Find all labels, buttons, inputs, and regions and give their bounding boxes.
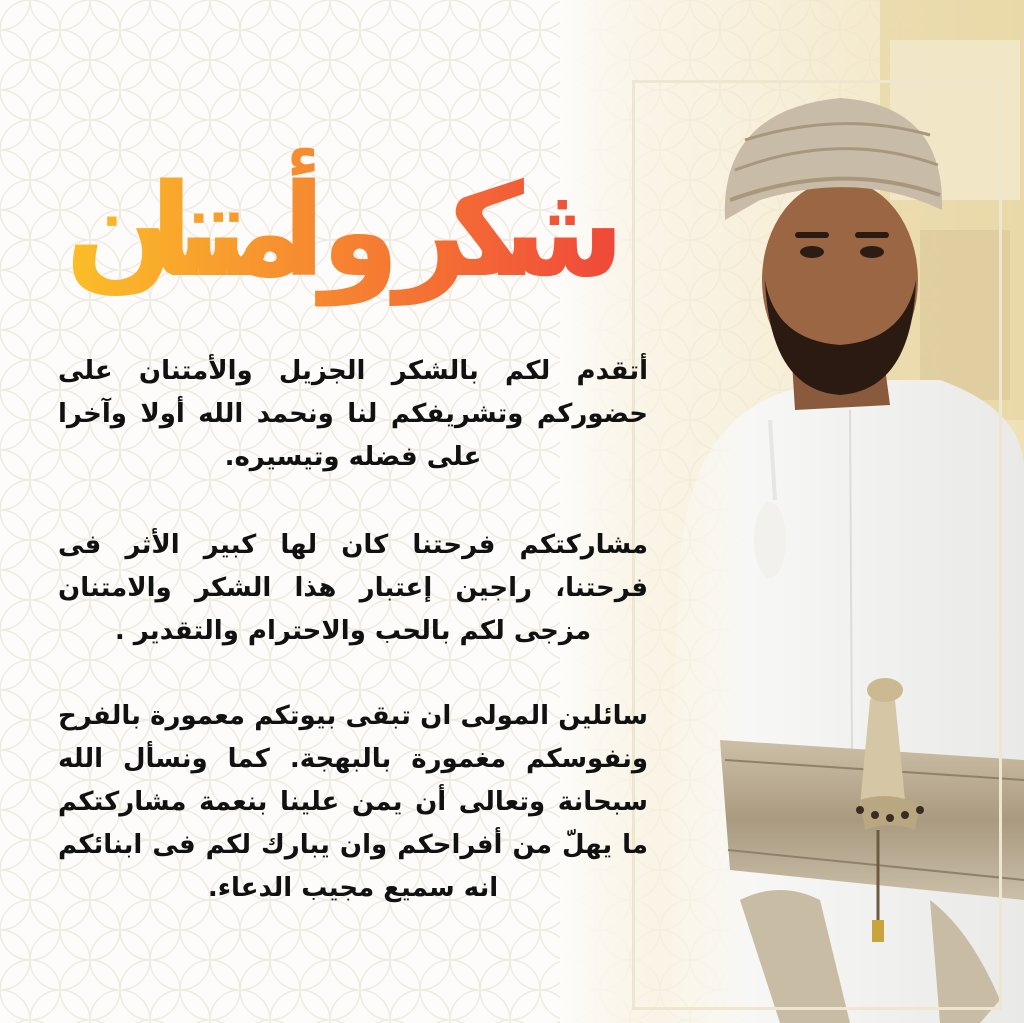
title-text: شكر و أمتنان (65, 157, 625, 306)
decorative-frame (632, 80, 1002, 1010)
paragraph-thanks: أتقدم لكم بالشكر الجزيل والأمتنان على حضوركم وتشريفكم لنا ونحمد الله أولا وآخرا على فضله وتيسيره. (58, 356, 648, 472)
page-title (60, 125, 630, 315)
paragraph-prayer: سائلين المولى ان تبقى بيوتكم معمورة بالفرح ونفوسكم مغمورة بالبهجة. كما ونسأل الله سبحانة وتعالى أن يمن علينا بنعمة مشاركتكم ما يهلّ من أفراحكم وان يبارك لكم فى ابنائكم انه سميع مجيب الدعاء. (58, 701, 648, 903)
paragraph-participation: مشاركتكم فرحتنا كان لها كبير الأثر فى فرحتنا، راجين إعتبار هذا الشكر والامتنان مزجى لكم بالحب والاحترام والتقدير . (58, 530, 648, 646)
